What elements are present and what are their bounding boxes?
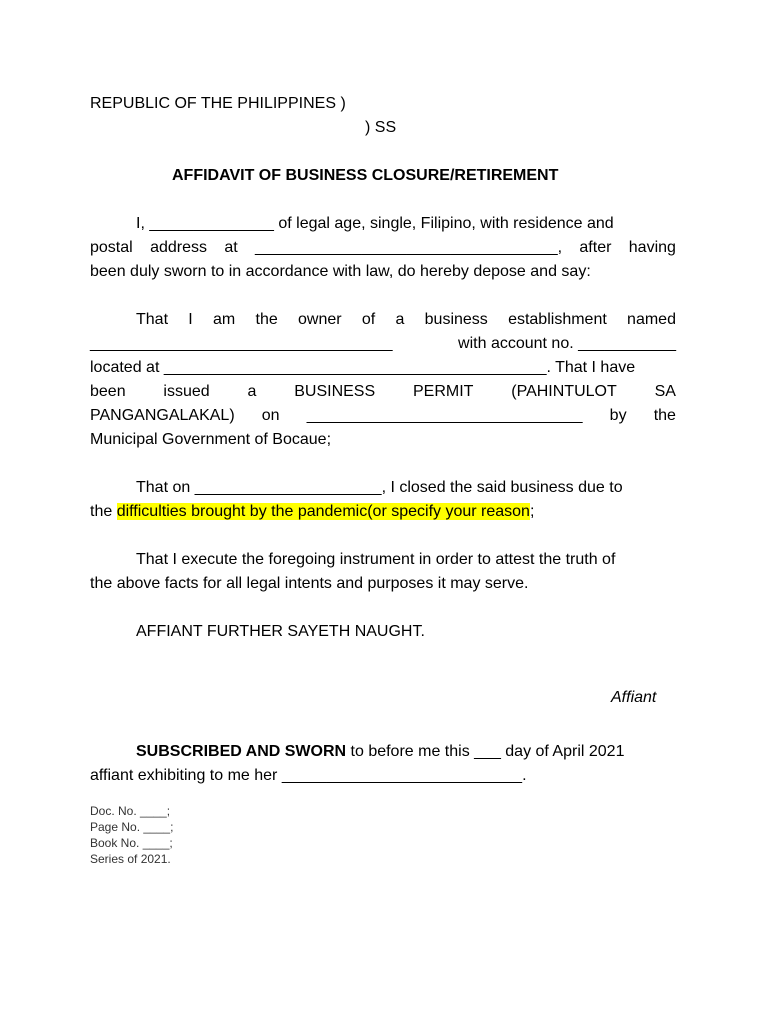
series: Series of 2021. — [90, 852, 171, 866]
page-no: Page No. ____; — [90, 820, 174, 834]
word: am — [213, 311, 236, 328]
word: having — [628, 239, 676, 256]
word: address — [150, 239, 207, 256]
further-sayeth: AFFIANT FURTHER SAYETH NAUGHT. — [136, 623, 425, 640]
word: SA — [654, 383, 676, 400]
blank-field: __________________________________, — [255, 239, 563, 256]
document-title: AFFIDAVIT OF BUSINESS CLOSURE/RETIREMENT — [172, 167, 559, 184]
para1-line1-text: I, ______________ of legal age, single, Filipino, with residence and — [136, 215, 614, 232]
blank-field: __________________________________ — [90, 335, 393, 352]
word: PERMIT — [412, 383, 474, 400]
affiant-label: Affiant — [611, 689, 657, 706]
word: of — [361, 311, 376, 328]
located-at: located at ___________________________________________. That I have — [90, 359, 636, 376]
word: ; — [529, 503, 535, 520]
word: after — [579, 239, 612, 256]
word: I — [188, 311, 193, 328]
book-no: Book No. ____; — [90, 836, 173, 850]
para2-line5 — [90, 404, 676, 428]
word: PANGANGALAKAL) — [90, 407, 235, 424]
blank-field: _______________________________ — [306, 407, 583, 424]
word: the — [255, 311, 278, 328]
para2-line2 — [90, 332, 676, 356]
jurat-bold: SUBSCRIBED AND SWORN — [136, 743, 347, 760]
word: a — [395, 311, 405, 328]
word: at — [224, 239, 238, 256]
ss-line: ) SS — [365, 119, 397, 136]
word: issued — [163, 383, 210, 400]
para1-line2 — [90, 236, 676, 260]
para2-line4 — [90, 380, 676, 404]
para3-line2 — [90, 500, 534, 524]
para1-line1 — [136, 212, 676, 236]
word: business — [424, 311, 488, 328]
word: That — [136, 311, 169, 328]
para2-line6: Municipal Government of Bocaue; — [90, 431, 332, 448]
word: named — [627, 311, 676, 328]
account-no: with account no. ___________ — [458, 335, 676, 352]
jurat-rest: to before me this ___ day of April 2021 — [346, 743, 625, 760]
word: postal — [90, 239, 133, 256]
word: establishment — [508, 311, 607, 328]
word: BUSINESS — [294, 383, 376, 400]
jurat-line2: affiant exhibiting to me her ___________________________. — [90, 767, 527, 784]
doc-no: Doc. No. ____; — [90, 804, 171, 818]
highlighted-reason: difficulties brought by the pandemic(or specify your reason — [116, 503, 530, 520]
word: been — [90, 383, 126, 400]
word: the — [90, 503, 117, 520]
word: a — [247, 383, 257, 400]
para3-line1: That on _____________________, I closed the said business due to — [136, 479, 623, 496]
word: the — [653, 407, 676, 424]
para4-line1: That I execute the foregoing instrument in order to attest the truth of — [136, 551, 616, 568]
para2-line3 — [90, 356, 676, 380]
word: (PAHINTULOT — [511, 383, 617, 400]
word: by — [609, 407, 627, 424]
word: on — [261, 407, 280, 424]
para4-line2: the above facts for all legal intents and purposes it may serve. — [90, 575, 529, 592]
jurat-line1 — [136, 740, 624, 764]
republic-line: REPUBLIC OF THE PHILIPPINES ) — [90, 95, 346, 112]
para2-line1 — [136, 308, 676, 332]
word: owner — [298, 311, 342, 328]
para1-line3: been duly sworn to in accordance with law, do hereby depose and say: — [90, 263, 591, 280]
